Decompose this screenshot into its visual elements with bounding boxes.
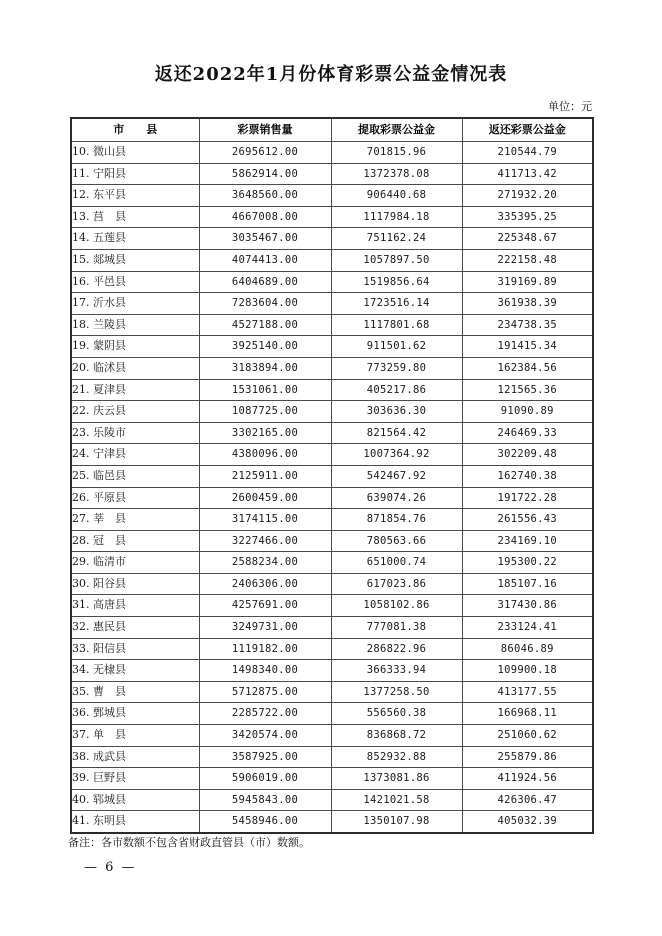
value-cell: 1057897.50 — [331, 249, 462, 271]
value-cell: 5945843.00 — [199, 789, 331, 811]
table-row — [71, 811, 593, 833]
table-row — [71, 206, 593, 228]
value-cell: 3249731.00 — [199, 617, 331, 639]
table-row — [71, 768, 593, 790]
county-cell: 37. 单 县 — [71, 725, 199, 747]
table-row — [71, 487, 593, 509]
county-cell: 30. 阳谷县 — [71, 573, 199, 595]
value-cell: 366333.94 — [331, 660, 462, 682]
table-row — [71, 422, 593, 444]
county-cell: 15. 郯城县 — [71, 249, 199, 271]
value-cell: 251060.62 — [462, 725, 593, 747]
table-row — [71, 530, 593, 552]
county-cell: 18. 兰陵县 — [71, 314, 199, 336]
county-cell: 16. 平邑县 — [71, 271, 199, 293]
value-cell: 7283604.00 — [199, 293, 331, 315]
value-cell: 2600459.00 — [199, 487, 331, 509]
value-cell: 4257691.00 — [199, 595, 331, 617]
county-cell: 21. 夏津县 — [71, 379, 199, 401]
table-row — [71, 509, 593, 531]
lottery-fund-table — [70, 117, 594, 834]
value-cell: 701815.96 — [331, 142, 462, 164]
county-cell: 29. 临清市 — [71, 552, 199, 574]
table-row — [71, 617, 593, 639]
value-cell: 4380096.00 — [199, 444, 331, 466]
value-cell: 780563.66 — [331, 530, 462, 552]
value-cell: 6404689.00 — [199, 271, 331, 293]
value-cell: 773259.80 — [331, 357, 462, 379]
county-cell: 31. 高唐县 — [71, 595, 199, 617]
county-cell: 33. 阳信县 — [71, 638, 199, 660]
value-cell: 3420574.00 — [199, 725, 331, 747]
value-cell: 3174115.00 — [199, 509, 331, 531]
county-cell: 10. 微山县 — [71, 142, 199, 164]
value-cell: 121565.36 — [462, 379, 593, 401]
table-row — [71, 444, 593, 466]
value-cell: 303636.30 — [331, 401, 462, 423]
value-cell: 5906019.00 — [199, 768, 331, 790]
table-body — [71, 142, 593, 834]
table-row — [71, 595, 593, 617]
value-cell: 2125911.00 — [199, 465, 331, 487]
value-cell: 319169.89 — [462, 271, 593, 293]
table-row — [71, 336, 593, 358]
table-row — [71, 789, 593, 811]
value-cell: 1117984.18 — [331, 206, 462, 228]
county-cell: 11. 宁阳县 — [71, 163, 199, 185]
value-cell: 906440.68 — [331, 185, 462, 207]
value-cell: 3925140.00 — [199, 336, 331, 358]
value-cell: 195300.22 — [462, 552, 593, 574]
value-cell: 2695612.00 — [199, 142, 331, 164]
table-row — [71, 293, 593, 315]
value-cell: 871854.76 — [331, 509, 462, 531]
unit-label: 单位：元 — [548, 100, 592, 113]
value-cell: 411713.42 — [462, 163, 593, 185]
value-cell: 166968.11 — [462, 703, 593, 725]
value-cell: 2406306.00 — [199, 573, 331, 595]
header-sales: 彩票销售量 — [199, 118, 331, 142]
table-row — [71, 314, 593, 336]
value-cell: 271932.20 — [462, 185, 593, 207]
value-cell: 1007364.92 — [331, 444, 462, 466]
value-cell: 1519856.64 — [331, 271, 462, 293]
county-cell: 41. 东明县 — [71, 811, 199, 833]
table-row — [71, 465, 593, 487]
county-cell: 26. 平原县 — [71, 487, 199, 509]
county-cell: 17. 沂水县 — [71, 293, 199, 315]
table-row — [71, 703, 593, 725]
table-row — [71, 401, 593, 423]
value-cell: 405032.39 — [462, 811, 593, 833]
value-cell: 246469.33 — [462, 422, 593, 444]
county-cell: 19. 蒙阴县 — [71, 336, 199, 358]
page-title: 返还2022年1月份体育彩票公益金情况表 — [154, 64, 508, 85]
table-row — [71, 228, 593, 250]
value-cell: 361938.39 — [462, 293, 593, 315]
value-cell: 162384.56 — [462, 357, 593, 379]
header-county: 市 县 — [71, 118, 199, 142]
value-cell: 4527188.00 — [199, 314, 331, 336]
table-header-row — [71, 118, 593, 142]
county-cell: 38. 成武县 — [71, 746, 199, 768]
table-row — [71, 142, 593, 164]
value-cell: 1119182.00 — [199, 638, 331, 660]
value-cell: 1087725.00 — [199, 401, 331, 423]
value-cell: 225348.67 — [462, 228, 593, 250]
table-row — [71, 379, 593, 401]
value-cell: 1372378.08 — [331, 163, 462, 185]
value-cell: 1058102.86 — [331, 595, 462, 617]
value-cell: 426306.47 — [462, 789, 593, 811]
value-cell: 3035467.00 — [199, 228, 331, 250]
value-cell: 836868.72 — [331, 725, 462, 747]
table-row — [71, 725, 593, 747]
value-cell: 335395.25 — [462, 206, 593, 228]
value-cell: 751162.24 — [331, 228, 462, 250]
value-cell: 556560.38 — [331, 703, 462, 725]
value-cell: 1373081.86 — [331, 768, 462, 790]
value-cell: 255879.86 — [462, 746, 593, 768]
value-cell: 1350107.98 — [331, 811, 462, 833]
value-cell: 3302165.00 — [199, 422, 331, 444]
county-cell: 14. 五莲县 — [71, 228, 199, 250]
footnote: 备注：各市数额不包含省财政直管县（市）数额。 — [68, 836, 310, 849]
value-cell: 1421021.58 — [331, 789, 462, 811]
county-cell: 22. 庆云县 — [71, 401, 199, 423]
value-cell: 4667008.00 — [199, 206, 331, 228]
header-extracted-fund: 提取彩票公益金 — [331, 118, 462, 142]
county-cell: 35. 曹 县 — [71, 681, 199, 703]
value-cell: 777081.38 — [331, 617, 462, 639]
value-cell: 821564.42 — [331, 422, 462, 444]
value-cell: 4074413.00 — [199, 249, 331, 271]
county-cell: 25. 临邑县 — [71, 465, 199, 487]
value-cell: 234738.35 — [462, 314, 593, 336]
value-cell: 3648560.00 — [199, 185, 331, 207]
value-cell: 5712875.00 — [199, 681, 331, 703]
county-cell: 27. 莘 县 — [71, 509, 199, 531]
county-cell: 34. 无棣县 — [71, 660, 199, 682]
value-cell: 222158.48 — [462, 249, 593, 271]
value-cell: 162740.38 — [462, 465, 593, 487]
table-row — [71, 746, 593, 768]
county-cell: 12. 东平县 — [71, 185, 199, 207]
value-cell: 191722.28 — [462, 487, 593, 509]
value-cell: 639074.26 — [331, 487, 462, 509]
value-cell: 411924.56 — [462, 768, 593, 790]
county-cell: 13. 莒 县 — [71, 206, 199, 228]
value-cell: 109900.18 — [462, 660, 593, 682]
value-cell: 185107.16 — [462, 573, 593, 595]
value-cell: 413177.55 — [462, 681, 593, 703]
table-row — [71, 573, 593, 595]
value-cell: 1377258.50 — [331, 681, 462, 703]
value-cell: 2588234.00 — [199, 552, 331, 574]
county-cell: 28. 冠 县 — [71, 530, 199, 552]
value-cell: 3183894.00 — [199, 357, 331, 379]
value-cell: 542467.92 — [331, 465, 462, 487]
value-cell: 651000.74 — [331, 552, 462, 574]
table-row — [71, 271, 593, 293]
value-cell: 3227466.00 — [199, 530, 331, 552]
page-number: — 6 — — [84, 860, 137, 875]
table-row — [71, 357, 593, 379]
value-cell: 233124.41 — [462, 617, 593, 639]
county-cell: 20. 临沭县 — [71, 357, 199, 379]
table-row — [71, 660, 593, 682]
county-cell: 39. 巨野县 — [71, 768, 199, 790]
value-cell: 1117801.68 — [331, 314, 462, 336]
value-cell: 1531061.00 — [199, 379, 331, 401]
table-row — [71, 552, 593, 574]
value-cell: 852932.88 — [331, 746, 462, 768]
table-row — [71, 249, 593, 271]
value-cell: 286822.96 — [331, 638, 462, 660]
value-cell: 86046.89 — [462, 638, 593, 660]
table-row — [71, 163, 593, 185]
value-cell: 2285722.00 — [199, 703, 331, 725]
county-cell: 23. 乐陵市 — [71, 422, 199, 444]
header-returned-fund: 返还彩票公益金 — [462, 118, 593, 142]
value-cell: 405217.86 — [331, 379, 462, 401]
value-cell: 911501.62 — [331, 336, 462, 358]
value-cell: 3587925.00 — [199, 746, 331, 768]
value-cell: 1498340.00 — [199, 660, 331, 682]
table-row — [71, 681, 593, 703]
value-cell: 617023.86 — [331, 573, 462, 595]
county-cell: 36. 鄄城县 — [71, 703, 199, 725]
value-cell: 317430.86 — [462, 595, 593, 617]
value-cell: 191415.34 — [462, 336, 593, 358]
value-cell: 210544.79 — [462, 142, 593, 164]
value-cell: 5862914.00 — [199, 163, 331, 185]
county-cell: 32. 惠民县 — [71, 617, 199, 639]
table-row — [71, 185, 593, 207]
value-cell: 261556.43 — [462, 509, 593, 531]
county-cell: 40. 郓城县 — [71, 789, 199, 811]
value-cell: 234169.10 — [462, 530, 593, 552]
value-cell: 91090.89 — [462, 401, 593, 423]
county-cell: 24. 宁津县 — [71, 444, 199, 466]
table-row — [71, 638, 593, 660]
value-cell: 5458946.00 — [199, 811, 331, 833]
value-cell: 302209.48 — [462, 444, 593, 466]
value-cell: 1723516.14 — [331, 293, 462, 315]
table-header — [71, 118, 593, 142]
